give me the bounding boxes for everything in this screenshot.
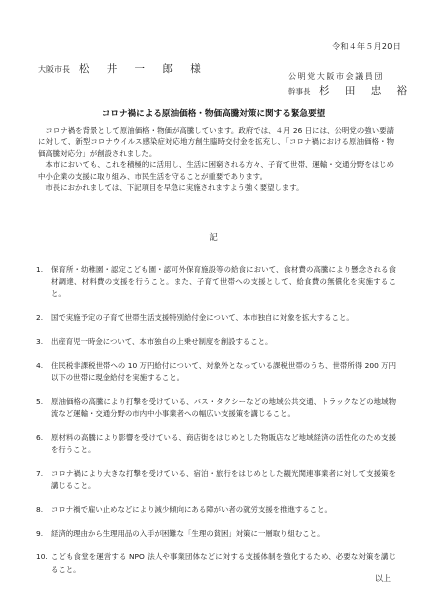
item-number: 5. bbox=[36, 396, 44, 406]
item-text: 住民税非課税世帯への 10 万円給付について、対象外となっている課税世帯のうち、世帯所得 200 万円以下の世帯に現金給付を実施すること。 bbox=[51, 360, 396, 382]
item-number: 10. bbox=[36, 552, 48, 562]
request-item bbox=[36, 336, 396, 348]
item-number: 6. bbox=[36, 432, 44, 442]
addressee bbox=[38, 61, 208, 76]
item-number: 1. bbox=[36, 265, 44, 274]
request-item bbox=[36, 528, 396, 540]
request-item bbox=[36, 432, 396, 456]
intro-paragraph: 市長におかれましては、下記項目を早急に実施されますよう強く要望します。 bbox=[45, 183, 304, 193]
item-number: 7. bbox=[36, 468, 44, 478]
item-text: 経済的理由から生理用品の入手が困難な「生理の貧困」対策に一層取り組むこと。 bbox=[51, 528, 325, 538]
addressee-title: 大阪市長 bbox=[38, 65, 70, 74]
ki-heading: 記 bbox=[209, 232, 218, 242]
item-text: 原油価格の高騰により打撃を受けている、バス・タクシーなどの地域公共交通、トラックなどの地域物流など運輸・交通分野の市内中小事業者への幅広い支援策を講じること。 bbox=[51, 396, 396, 418]
request-item bbox=[36, 504, 396, 516]
item-number: 8. bbox=[36, 504, 44, 514]
item-text: コロナ禍で雇い止めなどにより減少傾向にある障がい者の就労支援を推進すること。 bbox=[51, 504, 332, 514]
item-text: 国で実施予定の子育て世帯生活支援特別給付金について、本市独自に対象を拡大すること。 bbox=[51, 313, 354, 323]
sender-organization: 公明党大阪市会議員団 bbox=[288, 72, 384, 81]
item-text: 出産育児一時金について、本市独自の上乗せ制度を創設すること。 bbox=[51, 337, 273, 346]
document-date: 令和４年５月20日 bbox=[332, 42, 401, 51]
item-text: 原材料の高騰により影響を受けている、商店街をはじめとした物販店など地域経済の活性化のため支援を行うこと。 bbox=[51, 432, 396, 454]
sender-block bbox=[288, 70, 413, 99]
sender-name: 杉 田 忠 裕 bbox=[319, 85, 414, 97]
request-item bbox=[36, 264, 396, 301]
item-number: 3. bbox=[36, 337, 44, 346]
request-items-list bbox=[36, 264, 396, 587]
request-item bbox=[36, 468, 396, 492]
item-text: 保育所・幼稚園・認定こども園・認可外保育施設等の給食において、食材費の高騰により懸念される食材調達、材料費の支援を行うこと。また、子育て世帯への支援として、給食費の無償化を実施すること。 bbox=[51, 265, 396, 299]
item-number: 2. bbox=[36, 313, 44, 323]
intro-paragraph: 本市においても、これを積極的に活用し、生活に困窮される方々、子育て世帯、運輸・交通分野をはじめ中小企業の支援に取り組み、市民生活を守ることが重要であります。 bbox=[38, 160, 394, 181]
request-item bbox=[36, 396, 396, 420]
request-item bbox=[36, 551, 396, 575]
document-title: コロナ禍による原油価格・物価高騰対策に関する緊急要望 bbox=[101, 109, 326, 119]
item-number: 4. bbox=[36, 360, 44, 370]
item-text: こども食堂を運営する NPO 法人や事業団体などに対する支援体制を強化するため、必要な対策を講じること。 bbox=[51, 552, 396, 574]
request-item bbox=[36, 312, 396, 324]
addressee-name: 松 井 一 郎 様 bbox=[78, 63, 208, 75]
sender-role: 幹事長 bbox=[288, 87, 311, 96]
item-text: コロナ禍により大きな打撃を受けている、宿泊・旅行をはじめとした観光関連事業者に対して支援策を講じること。 bbox=[51, 468, 396, 490]
intro-paragraph: コロナ禍を背景として原油価格・物価が高騰しています。政府では、４月 26 日には、公明党の強い要請に対して、新型コロナウイルス感染症対応地方創生臨時交付金を拡充し、「コロナ禍における原油価格・物価高騰対応分」が創設されました。 bbox=[38, 126, 394, 158]
item-number: 9. bbox=[36, 528, 44, 538]
request-item bbox=[36, 360, 396, 384]
intro-text bbox=[38, 125, 394, 193]
closing-mark: 以上 bbox=[375, 574, 391, 583]
